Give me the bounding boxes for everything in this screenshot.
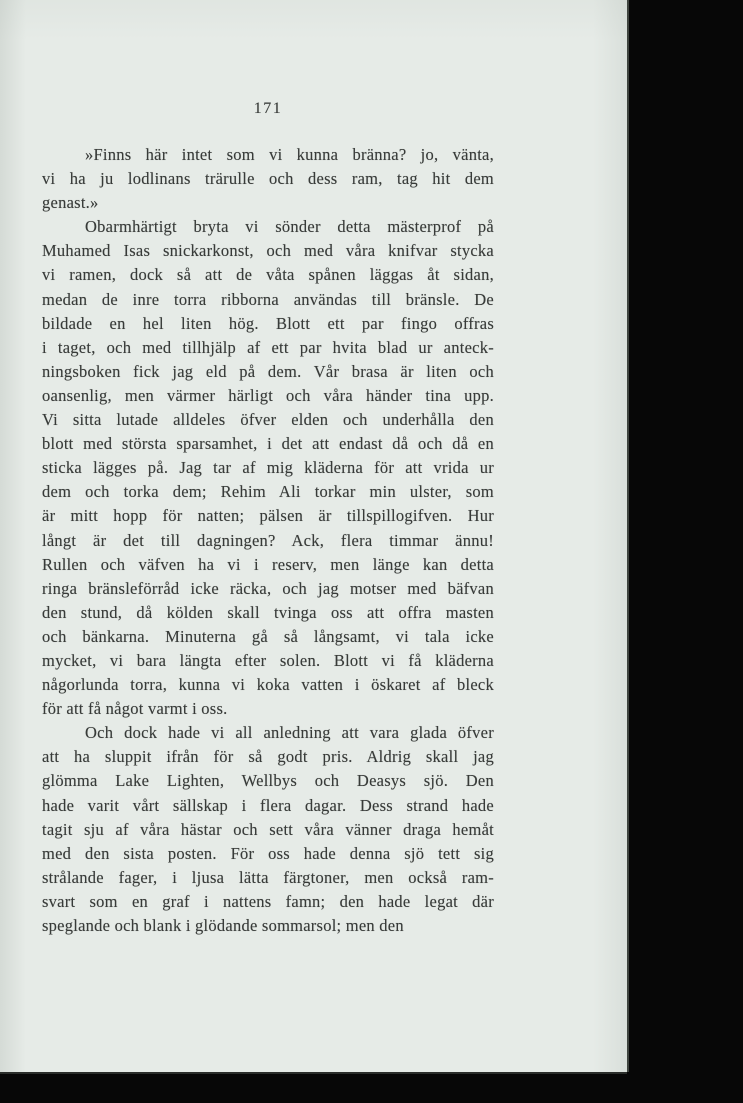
- text-line: ningsboken fick jag eld på dem. Vår brasa är liten och: [42, 361, 494, 381]
- text-line: vi ramen, dock så att de våta spånen läggas åt sidan,: [42, 265, 494, 285]
- text-line: Rullen och väfven ha vi i reserv, men länge kan detta: [42, 554, 494, 574]
- text-line: och bänkarna. Minuterna gå så långsamt, vi tala icke: [42, 626, 494, 646]
- text-line: mycket, vi bara längta efter solen. Blott vi få kläderna: [42, 650, 494, 670]
- text-line: att ha sluppit ifrån för så godt pris. Aldrig skall jag: [42, 747, 494, 767]
- text-line: strålande fager, i ljusa lätta färgtoner, men också ram-: [42, 867, 494, 887]
- text-line: Och dock hade vi all anledning att vara glada öfver: [85, 723, 494, 743]
- text-line: den stund, då kölden skall tvinga oss att offra masten: [42, 602, 494, 622]
- text-line: med den sista posten. För oss hade denna sjö tett sig: [42, 843, 494, 863]
- text-line: vi ha ju lodlinans trärulle och dess ram, tag hit dem: [42, 169, 494, 189]
- text-block: [42, 143, 494, 938]
- text-line: ringa bränsleförråd icke räcka, och jag motser med bäfvan: [42, 578, 494, 598]
- text-line: Vi sitta lutade alldeles öfver elden och underhålla den: [42, 410, 494, 430]
- text-line: någorlunda torra, kunna vi koka vatten i öskaret af bleck: [42, 675, 494, 695]
- text-line: oansenlig, men värmer härligt och våra händer tina upp.: [42, 385, 494, 405]
- text-line: hade varit vårt sällskap i flera dagar. Dess strand hade: [42, 795, 494, 815]
- text-line: bildade en hel liten hög. Blott ett par fingo offras: [42, 313, 494, 333]
- text-line: är mitt hopp för natten; pälsen är tillspillogifven. Hur: [42, 506, 494, 526]
- text-line: Muhamed Isas snickarkonst, och med våra knifvar stycka: [42, 241, 494, 261]
- text-line: glömma Lake Lighten, Wellbys och Deasys sjö. Den: [42, 771, 494, 791]
- text-line: dem och torka dem; Rehim Ali torkar min ulster, som: [42, 482, 494, 502]
- text-line: blott med största sparsamhet, i det att endast då och då en: [42, 434, 494, 454]
- text-line: genast.»: [42, 193, 99, 213]
- text-line: medan de inre torra ribborna användas till bränsle. De: [42, 289, 494, 309]
- text-line: långt är det till dagningen? Ack, flera timmar ännu!: [42, 530, 494, 550]
- text-line: svart som en graf i nattens famn; den hade legat där: [42, 891, 494, 911]
- text-line: tagit sju af våra hästar och sett våra vänner draga hemåt: [42, 819, 494, 839]
- text-line: Obarmhärtigt bryta vi sönder detta mästerprof på: [85, 217, 494, 237]
- text-line: i taget, och med tillhjälp af ett par hvita blad ur anteck-: [42, 337, 494, 357]
- text-line: »Finns här intet som vi kunna bränna? jo, vänta,: [85, 145, 494, 164]
- text-line: sticka lägges på. Jag tar af mig kläderna för att vrida ur: [42, 458, 494, 478]
- text-line: för att få något varmt i oss.: [42, 699, 228, 719]
- text-line: speglande och blank i glödande sommarsol; men den: [42, 916, 404, 935]
- page-number: 171: [253, 100, 283, 117]
